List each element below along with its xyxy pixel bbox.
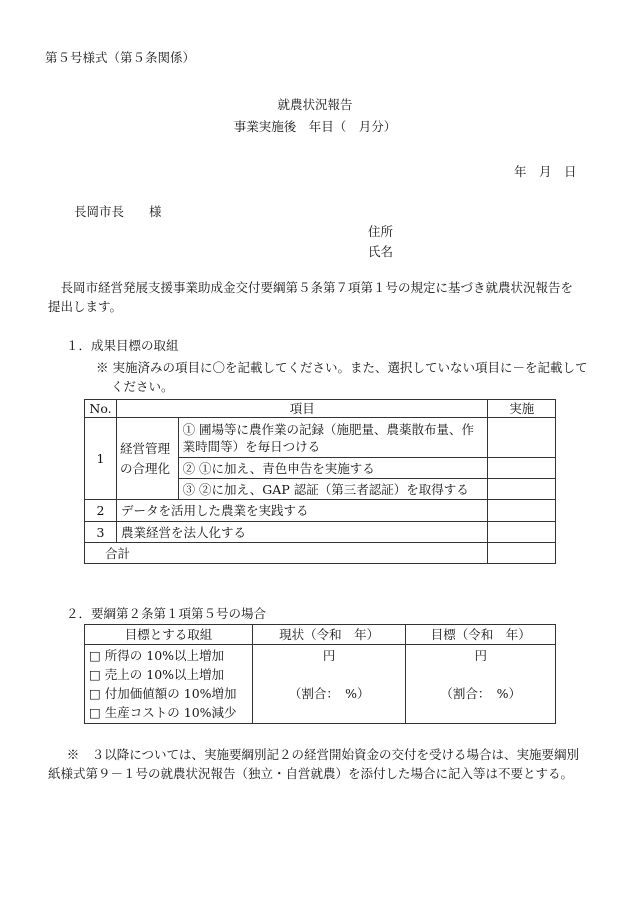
goal-checkbox-cost[interactable]: □ 生産コストの 10%減少 xyxy=(89,705,237,720)
table-row xyxy=(85,522,556,543)
target-ratio: （割合： %） xyxy=(440,686,522,701)
goal-checkbox-value-added[interactable]: □ 付加価値額の 10%増加 xyxy=(89,686,237,701)
row-no: 3 xyxy=(85,522,117,543)
footnote: ※ ３以降については、実施要綱別記２の経営開始資金の交付を受ける場合は、実施要綱別紙様式第９－１号の就農状況報告（独立・自営就農）を添付した場合に記入等は不要とする。 xyxy=(48,747,580,781)
address-label: 住所 xyxy=(368,224,394,239)
results-table-header xyxy=(85,400,556,418)
total-label: 合計 xyxy=(85,543,488,564)
done-cell[interactable] xyxy=(488,500,556,522)
row-item: データを活用した農業を実践する xyxy=(116,500,487,522)
addressee: 長岡市長 様 xyxy=(74,204,162,219)
done-cell[interactable] xyxy=(488,479,556,500)
section1-note: ※ 実施済みの項目に〇を記載してください。また、選択していない項目に－を記載してください。 xyxy=(96,360,588,394)
results-table xyxy=(84,399,556,564)
goal-row xyxy=(85,645,556,724)
goal-checkbox-sales[interactable]: □ 売上の 10%以上増加 xyxy=(89,667,225,682)
target-yen: 円 xyxy=(474,648,487,663)
table-row xyxy=(85,500,556,522)
sub-item-3: ③ ②に加え、GAP 認証（第三者認証）を取得する xyxy=(178,479,488,500)
header-goal: 目標とする取組 xyxy=(85,625,253,645)
current-ratio: （割合： %） xyxy=(288,686,370,701)
table-row xyxy=(85,418,556,458)
name-label: 氏名 xyxy=(368,244,394,259)
target-cell[interactable] xyxy=(406,645,556,724)
goal-table-header xyxy=(85,625,556,645)
done-cell[interactable] xyxy=(488,418,556,458)
done-cell[interactable] xyxy=(488,522,556,543)
total-cell[interactable] xyxy=(488,543,556,564)
goal-options xyxy=(85,645,253,724)
current-cell[interactable] xyxy=(252,645,406,724)
header-target: 目標（令和 年） xyxy=(406,625,556,645)
form-number: 第５号様式（第５条関係） xyxy=(45,50,196,65)
row-item: 農業経営を法人化する xyxy=(116,522,487,543)
total-row xyxy=(85,543,556,564)
goal-table xyxy=(84,624,556,724)
header-item: 項目 xyxy=(116,400,487,418)
header-current: 現状（令和 年） xyxy=(252,625,406,645)
row-no: 2 xyxy=(85,500,117,522)
section1-heading: １．成果目標の取組 xyxy=(66,338,179,353)
group-no: 1 xyxy=(85,418,117,500)
header-no: No. xyxy=(85,400,117,418)
goal-checkbox-income[interactable]: □ 所得の 10%以上増加 xyxy=(89,648,225,663)
section2-heading: ２．要綱第２条第１項第５号の場合 xyxy=(66,606,267,621)
date-field: 年 月 日 xyxy=(514,164,577,179)
group-label: 経営管理の合理化 xyxy=(116,418,178,500)
header-done: 実施 xyxy=(488,400,556,418)
sub-item-1: ① 圃場等に農作業の記録（施肥量、農薬散布量、作業時間等）を毎日つける xyxy=(178,418,488,458)
sub-item-2: ② ①に加え、青色申告を実施する xyxy=(178,458,488,479)
done-cell[interactable] xyxy=(488,458,556,479)
document-title: 就農状況報告 xyxy=(277,97,353,112)
document-subtitle: 事業実施後 年目（ 月分） xyxy=(233,119,397,134)
current-yen: 円 xyxy=(322,648,336,663)
intro-paragraph: 長岡市経営発展支援事業助成金交付要綱第５条第７項第１号の規定に基づき就農状況報告を提出します。 xyxy=(48,280,574,314)
